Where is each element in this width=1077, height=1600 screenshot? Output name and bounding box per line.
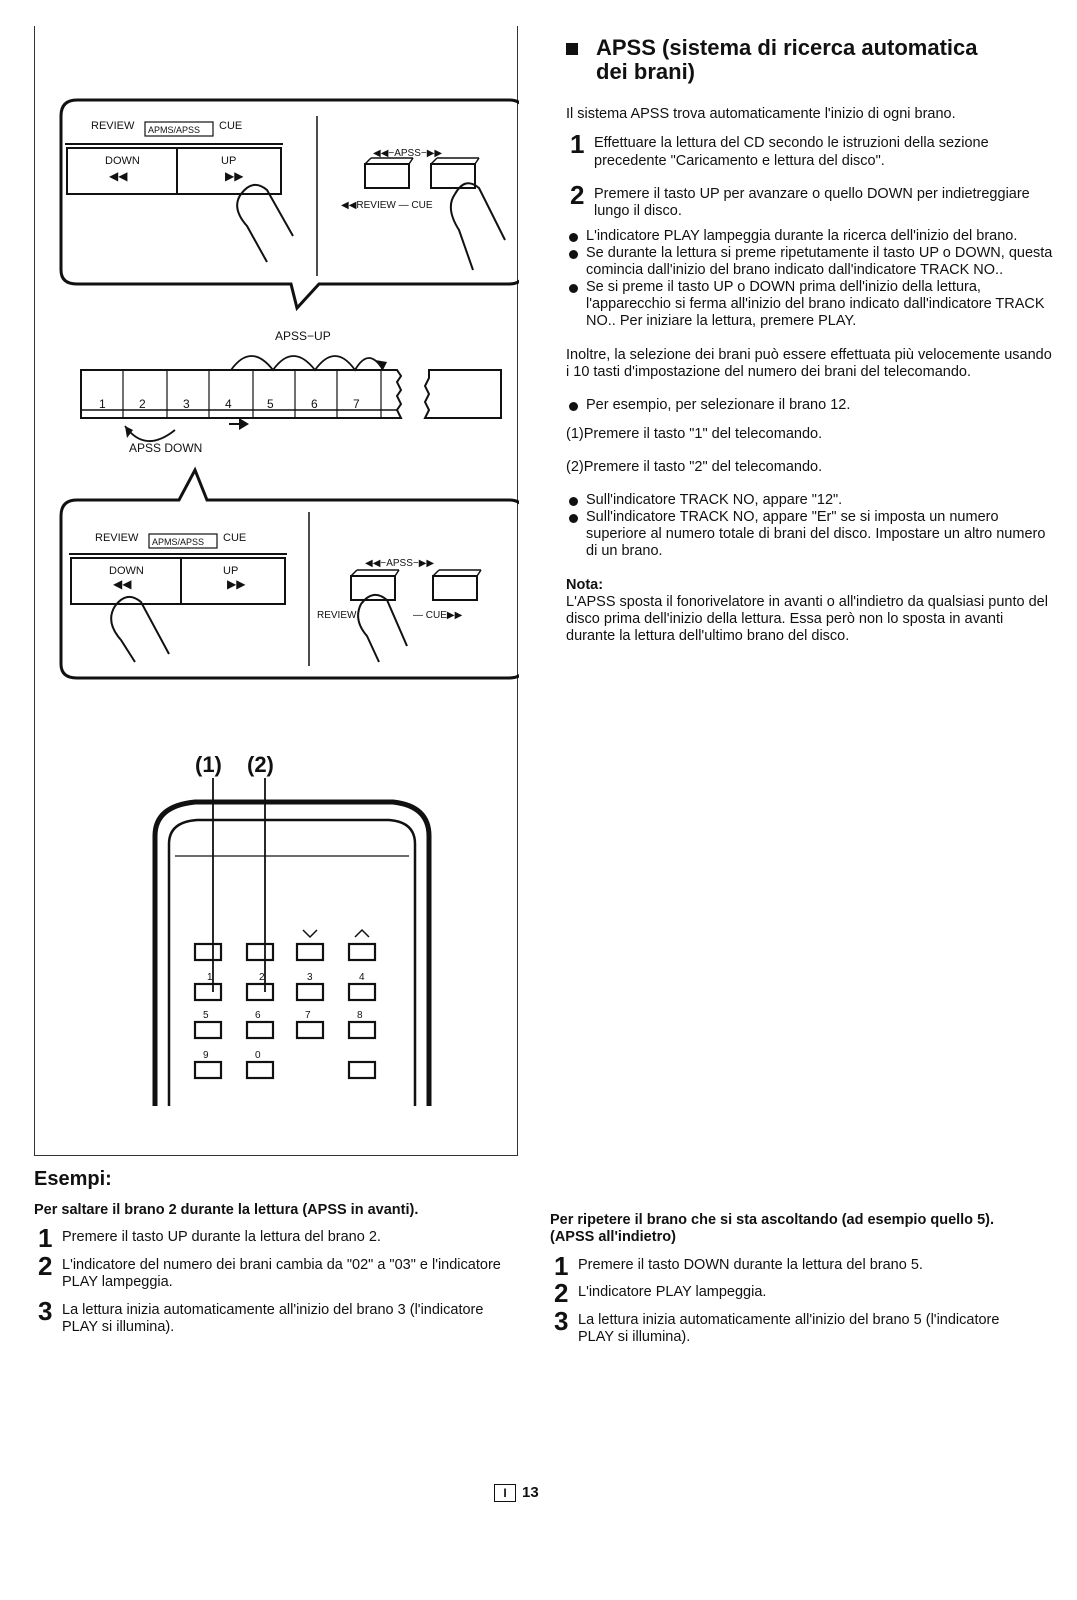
- step-number: 2: [554, 1278, 569, 1309]
- top-up-label: UP: [221, 155, 237, 167]
- remote-key-label: 3: [307, 972, 313, 983]
- bottom-review-label: REVIEW: [95, 532, 139, 544]
- chevron-down-icon: [303, 930, 317, 937]
- note-text: L'APSS sposta il fonorivelatore in avanti o all'indietro da qualsiasi punto del disco prima dell'inizio della lettura. Essa però non lo sposta in avanti durante la lettura dell'ultimo brano del disco.: [566, 593, 1048, 644]
- example-heading: Per saltare il brano 2 durante la lettura (APSS in avanti).: [34, 1202, 419, 1218]
- remote-key-8[interactable]: [349, 1022, 375, 1038]
- remote-key-3[interactable]: [297, 984, 323, 1000]
- remote-key-5[interactable]: [195, 1022, 221, 1038]
- finger-icon: [358, 595, 407, 662]
- bullet-dot-icon: [569, 250, 578, 259]
- top-right-up-key[interactable]: [431, 164, 475, 188]
- bullet-text: Se si preme il tasto UP o DOWN prima dell'inizio della lettura, l'apparecchio si ferma all'inizio del brano indicato dall'indicatore TRACK NO.. Per iniziare la lettura, premere PLAY.: [586, 279, 1045, 330]
- remote-key-6[interactable]: [247, 1022, 273, 1038]
- example-backward: [550, 1212, 1030, 1356]
- bullet-dot-icon: [569, 514, 578, 523]
- example-heading: Per ripetere il brano che si sta ascoltando (ad esempio quello 5). (APSS all'indietro): [550, 1212, 994, 1246]
- top-up-arrows-icon: ▶▶: [225, 169, 244, 183]
- remote-key-label: 6: [255, 1010, 261, 1021]
- remote-key-label: 1: [207, 972, 213, 983]
- apss-down-label: APSS DOWN: [129, 441, 203, 455]
- bullet-item: [566, 509, 1056, 560]
- step-1: [566, 129, 1056, 169]
- bullet-item: [566, 279, 1056, 330]
- callout-1-label: (1): [195, 752, 222, 777]
- examples-title: Esempi:: [34, 1168, 112, 1190]
- remote-key[interactable]: [349, 1062, 375, 1078]
- bullet-dot-icon: [569, 284, 578, 293]
- remote-key-label: 7: [305, 1010, 311, 1021]
- substep-1: (1)Premere il tasto "1" del telecomando.: [566, 425, 823, 442]
- bottom-review-key-label: REVIEW: [317, 610, 357, 621]
- bottom-down-label: DOWN: [109, 565, 144, 577]
- bottom-down-arrows-icon: ◀◀: [113, 577, 132, 591]
- bottom-cue-label: CUE: [223, 532, 247, 544]
- paragraph-remote: Inoltre, la selezione dei brani può essere effettuata più velocemente usando i 10 tasti d'impostazione del numero dei brani del telecomando.: [566, 346, 1052, 380]
- step-text: L'indicatore del numero dei brani cambia da "02" a "03" e l'indicatore PLAY lampeggia.: [62, 1256, 501, 1291]
- track-number: 6: [311, 397, 318, 411]
- top-review-label: REVIEW: [91, 120, 135, 132]
- page-number: 13: [522, 1484, 539, 1501]
- step-text: Effettuare la lettura del CD secondo le istruzioni della sezione precedente "Caricamento e lettura del disco".: [594, 135, 989, 169]
- example-step: [34, 1295, 520, 1337]
- page-footer: [494, 1484, 539, 1502]
- bullet-dot-icon: [569, 233, 578, 242]
- remote-key-label: 5: [203, 1010, 209, 1021]
- remote-key[interactable]: [247, 944, 273, 960]
- bullet-text: Per esempio, per selezionare il brano 12.: [586, 396, 851, 413]
- bullet-item: [566, 245, 1056, 279]
- top-cue-label: CUE: [219, 120, 243, 132]
- remote-key-label: 4: [359, 972, 365, 983]
- remote-key-label: 0: [255, 1050, 261, 1061]
- title-line-2: dei brani): [596, 59, 696, 85]
- bottom-apms-label: APMS/APSS: [152, 537, 205, 547]
- remote-control-body: [155, 802, 429, 1106]
- step-text: L'indicatore PLAY lampeggia.: [578, 1284, 767, 1301]
- remote-key-2[interactable]: [247, 984, 273, 1000]
- step-number: 2: [570, 179, 585, 210]
- bottom-cue-key-label: — CUE▶▶: [413, 610, 463, 621]
- remote-key-1[interactable]: [195, 984, 221, 1000]
- top-apms-label: APMS/APSS: [148, 125, 201, 135]
- bullet-item: [566, 397, 1056, 414]
- illustration-panel: [34, 26, 518, 1156]
- example-step: [34, 1223, 520, 1254]
- top-down-label: DOWN: [105, 155, 140, 167]
- remote-key-label: 8: [357, 1010, 363, 1021]
- example-step: [550, 1305, 1030, 1347]
- track-number: 3: [183, 397, 190, 411]
- apss-up-label: APSS−UP: [275, 329, 331, 343]
- remote-key-down[interactable]: [297, 944, 323, 960]
- example-step: [550, 1278, 1030, 1309]
- remote-key-up[interactable]: [349, 944, 375, 960]
- disc-track-strip-end: [425, 370, 501, 418]
- top-apss-arrows-label: ◀◀−APSS−▶▶: [373, 148, 443, 159]
- step-number: 3: [38, 1295, 53, 1326]
- remote-key-9[interactable]: [195, 1062, 221, 1078]
- step-text: Premere il tasto UP durante la lettura del brano 2.: [62, 1229, 381, 1246]
- bullet-item: [566, 228, 1056, 245]
- remote-key-0[interactable]: [247, 1062, 273, 1078]
- top-down-arrows-icon: ◀◀: [109, 169, 128, 183]
- bullet-text: L'indicatore PLAY lampeggia durante la ricerca dell'inizio del brano.: [586, 227, 1018, 244]
- bullet-item: [566, 492, 1056, 509]
- bullet-text: Se durante la lettura si preme ripetutamente il tasto UP o DOWN, questa comincia dall'inizio del brano indicato dall'indicatore TRACK NO..: [586, 245, 1053, 279]
- bullet-dot-icon: [569, 497, 578, 506]
- track-number: 4: [225, 397, 232, 411]
- bullet-dot-icon: [569, 402, 578, 411]
- track-number: 7: [353, 397, 360, 411]
- finger-icon: [237, 185, 293, 262]
- apss-section: [566, 36, 1056, 645]
- bullet-text: Sull'indicatore TRACK NO, appare "Er" se si imposta un numero superiore al numero totale di brani del disco. Impostare un altro numero di un brano.: [586, 509, 1046, 560]
- chevron-up-icon: [355, 930, 369, 937]
- intro-text: Il sistema APSS trova automaticamente l'inizio di ogni brano.: [566, 106, 956, 123]
- remote-key-label: 9: [203, 1050, 209, 1061]
- remote-key-label: 2: [259, 972, 265, 983]
- track-number: 1: [99, 397, 106, 411]
- step-text: Premere il tasto DOWN durante la lettura del brano 5.: [578, 1256, 923, 1273]
- step-number: 2: [38, 1250, 53, 1281]
- step-text: La lettura inizia automaticamente all'inizio del brano 3 (l'indicatore PLAY si illumina).: [62, 1301, 484, 1335]
- step-text: Premere il tasto UP per avanzare o quello DOWN per indietreggiare lungo il disco.: [594, 185, 1030, 219]
- finger-icon: [451, 183, 505, 270]
- step-text: La lettura inizia automaticamente all'inizio del brano 5 (l'indicatore PLAY si illumina).: [578, 1311, 1000, 1345]
- illustration-svg: [35, 26, 519, 1156]
- step-number: 1: [570, 129, 585, 160]
- step-number: 3: [554, 1305, 569, 1336]
- step-number: 1: [554, 1250, 569, 1281]
- top-review-cue-label: ◀◀REVIEW — CUE: [341, 200, 433, 211]
- track-number: 2: [139, 397, 146, 411]
- remote-key-4[interactable]: [349, 984, 375, 1000]
- remote-key[interactable]: [195, 944, 221, 960]
- callout-2-label: (2): [247, 752, 274, 777]
- bottom-apss-arrows-label: ◀◀−APSS−▶▶: [365, 558, 435, 569]
- example-forward: [34, 1202, 520, 1346]
- finger-icon: [111, 597, 169, 662]
- note-title: Nota:: [566, 576, 604, 593]
- track-number: 5: [267, 397, 274, 411]
- title-line-1: APSS (sistema di ricerca automatica: [596, 35, 978, 60]
- remote-key-7[interactable]: [297, 1022, 323, 1038]
- step-2: [566, 179, 1056, 220]
- section-title: [566, 36, 1056, 84]
- bullet-text: Sull'indicatore TRACK NO, appare "12".: [586, 492, 843, 509]
- language-box: I: [494, 1484, 516, 1502]
- bottom-up-label: UP: [223, 565, 239, 577]
- bottom-up-arrows-icon: ▶▶: [227, 577, 246, 591]
- top-right-down-key[interactable]: [365, 164, 409, 188]
- bottom-right-down-key[interactable]: [351, 576, 395, 600]
- step-number: 1: [38, 1223, 53, 1254]
- square-bullet-icon: [566, 43, 578, 55]
- example-step: [34, 1250, 520, 1292]
- bottom-right-up-key[interactable]: [433, 576, 477, 600]
- example-step: [550, 1250, 1030, 1281]
- substep-2: (2)Premere il tasto "2" del telecomando.: [566, 459, 823, 476]
